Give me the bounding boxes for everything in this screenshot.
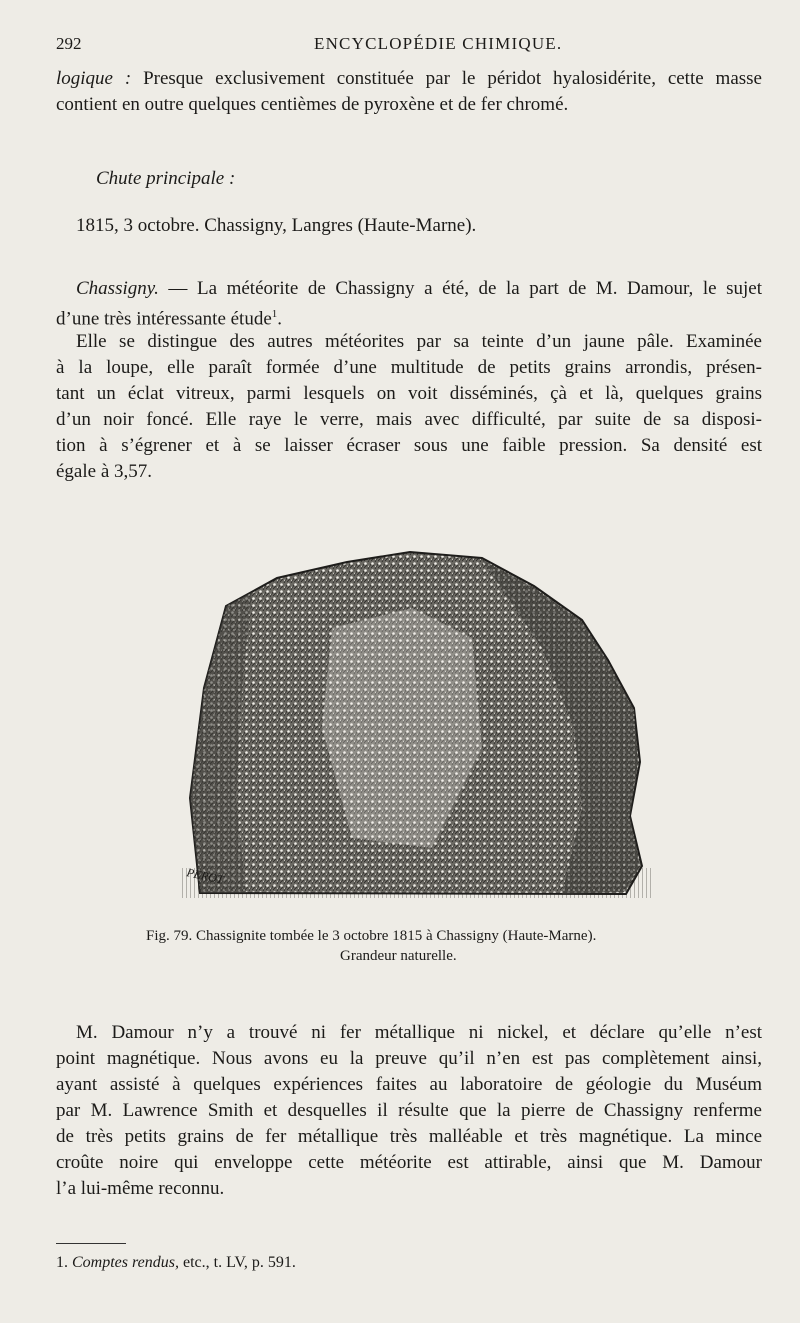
body-line: d’un noir foncé. Elle raye le verre, mais avec difficulté, par suite de sa disposi-: [56, 409, 762, 430]
line-text: Presque exclusivement constituée par le péridot hyalosidérite, cette masse: [131, 68, 762, 89]
body-line: l’a lui-même reconnu.: [56, 1178, 225, 1199]
meteorite-engraving: [182, 548, 652, 900]
body-line: [56, 301, 762, 332]
body-line: tion à s’égrener et à se laisser écraser sous une faible pression. Sa densité est: [56, 435, 762, 456]
meteorite-illustration: [182, 548, 652, 900]
fall-entry: 1815, 3 octobre. Chassigny, Langres (Haute-Marne).: [76, 215, 477, 236]
body-line: contient en outre quelques centièmes de pyroxène et de fer chromé.: [56, 94, 569, 115]
footnote-number: 1.: [56, 1254, 68, 1271]
body-line: [56, 66, 762, 92]
body-line: croûte noire qui enveloppe cette météorite est attirable, ainsi que M. Damour: [56, 1152, 762, 1173]
section-subheading: Chute principale :: [96, 168, 236, 189]
body-line: ayant assisté à quelques expériences faites au laboratoire de géologie du Muséum: [56, 1074, 762, 1095]
figure-caption-line-2: Grandeur naturelle.: [340, 948, 457, 964]
body-line: Elle se distingue des autres météorites par sa teinte d’un jaune pâle. Examinée: [76, 331, 762, 352]
running-title: ENCYCLOPÉDIE CHIMIQUE.: [314, 34, 563, 53]
body-line: par M. Lawrence Smith et desquelles il résulte que la pierre de Chassigny renferme: [56, 1100, 762, 1121]
page-number: 292: [56, 34, 82, 53]
show-through: [760, 120, 764, 146]
running-header: [56, 34, 746, 54]
engraver-signature: PEROT: [185, 865, 225, 887]
line-end: .: [277, 308, 283, 330]
body-line: de très petits grains de fer métallique très malléable et très magnétique. La mince: [56, 1126, 762, 1147]
body-line: [76, 276, 762, 302]
footnote-italic: Comptes rendus,: [72, 1254, 179, 1271]
footnote-marker: 1: [271, 308, 278, 320]
italic-lead: Chassigny.: [76, 278, 159, 299]
body-line: à la loupe, elle paraît formée d’une multitude de petits grains arrondis, présen-: [56, 357, 762, 378]
body-line: égale à 3,57.: [56, 461, 153, 482]
body-line: M. Damour n’y a trouvé ni fer métallique ni nickel, et déclare qu’elle n’est: [76, 1022, 762, 1043]
line-text: d’une très intéressante étude: [56, 308, 272, 330]
italic-lead: logique :: [56, 68, 132, 89]
footnote: [56, 1254, 296, 1272]
footnote-rule: [56, 1243, 126, 1244]
body-line: tant un éclat vitreux, parmi lesquels on voit disséminés, çà et là, quelques grains: [56, 383, 762, 404]
body-line: point magnétique. Nous avons eu la preuve qu’il n’en est pas complètement ainsi,: [56, 1048, 762, 1069]
line-text: — La météorite de Chassigny a été, de la part de M. Damour, le sujet: [158, 278, 762, 299]
figure-caption-line-1: Fig. 79. Chassignite tombée le 3 octobre 1815 à Chassigny (Haute-Marne).: [146, 928, 597, 944]
footnote-rest: etc., t. LV, p. 591.: [178, 1254, 296, 1271]
